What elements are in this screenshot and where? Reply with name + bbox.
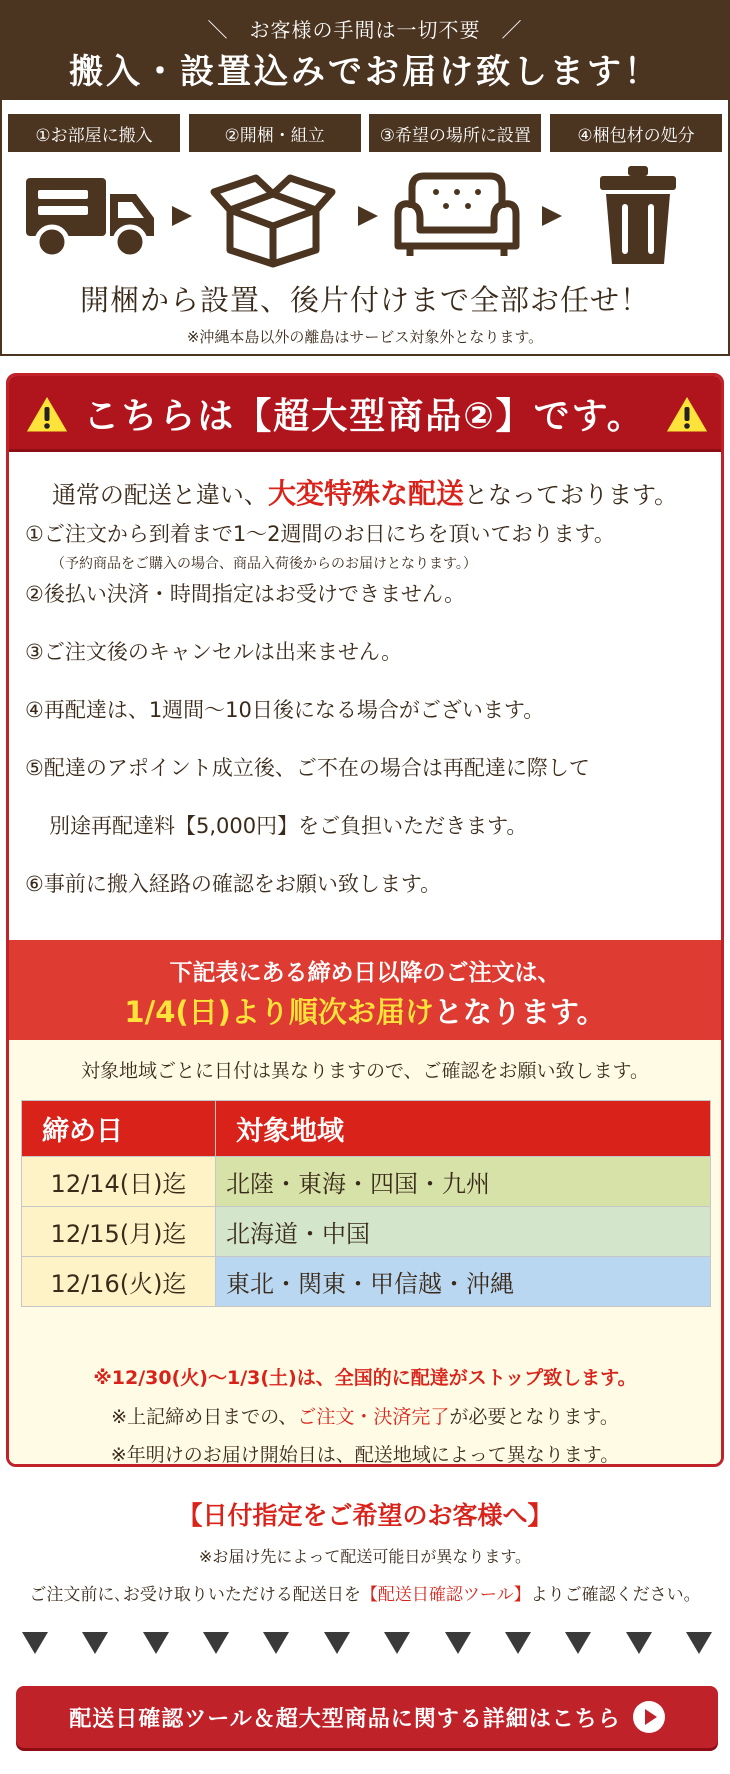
notice-item: ④再配達は、1週間～10日後になる場合がございます。 — [25, 698, 545, 722]
lead-text: 通常の配送と違い、 — [51, 481, 268, 509]
region-cell: 北海道・中国 — [216, 1207, 711, 1257]
deadline-note — [9, 1402, 721, 1429]
notice-item: ③ご注文後のキャンセルは出来ません。 — [25, 640, 403, 664]
new-year-note: ※年明けのお届け開始日は、配送地域によって異なります。 — [110, 1444, 620, 1466]
deadline-note-highlight: ご注文・決済完了 — [297, 1406, 450, 1428]
sofa-icon — [390, 170, 524, 262]
column-header-cutoff: 締め日 — [22, 1101, 216, 1157]
arrow-right-icon — [172, 206, 192, 226]
table-row — [22, 1157, 711, 1207]
table-row — [22, 1257, 711, 1307]
column-header-region: 対象地域 — [216, 1101, 711, 1157]
instructions-text: ご注文前に､お受け取りいただける配送日を — [29, 1585, 361, 1605]
service-main-text: 開梱から設置、後片付けまで全部お任せ！ — [79, 283, 650, 317]
service-title: 搬入・設置込みでお届け致します！ — [69, 52, 661, 92]
cutoff-date: 12/14(日)迄 — [22, 1157, 216, 1207]
notice-title: こちらは【超大型商品②】です。 — [83, 396, 645, 437]
truck-icon — [24, 172, 158, 260]
notice-item-subnote: （予約商品をご購入の場合、商品入荷後からのお届けとなります。） — [51, 556, 477, 572]
triangle-down-icon — [263, 1632, 289, 1654]
cutoff-date: 12/16(火)迄 — [22, 1257, 216, 1307]
notice-header — [9, 376, 721, 452]
triangle-down-icon — [686, 1632, 712, 1654]
cutoff-details — [9, 1040, 721, 1467]
delivery-service-panel — [0, 0, 730, 356]
box-icon — [210, 164, 336, 268]
notice-item: 別途再配達料【5,000円】をご負担いただきます。 — [49, 814, 528, 838]
cutoff-banner-line1: 下記表にある締め日以降のご注文は、 — [169, 960, 561, 986]
step-install: ③希望の場所に設置 — [369, 114, 541, 152]
region-cell: 東北・関東・甲信越・沖縄 — [216, 1257, 711, 1307]
service-header — [2, 2, 728, 100]
date-request-title: 【日付指定をご希望のお客様へ】 — [177, 1501, 553, 1530]
date-request-note: ※お届け先によって配送可能日が異なります。 — [198, 1547, 532, 1566]
triangle-down-icon — [82, 1632, 108, 1654]
triangle-down-icon — [565, 1632, 591, 1654]
cutoff-text: となります。 — [433, 995, 606, 1029]
deadline-note-text: が必要となります。 — [449, 1406, 619, 1428]
lead-text: となっております。 — [463, 481, 679, 509]
deadline-note-text: ※上記締め日までの、 — [111, 1406, 298, 1428]
triangle-down-icon — [445, 1632, 471, 1654]
cutoff-banner-line2 — [9, 990, 721, 1031]
notice-item: ①ご注文から到着まで1～2週間のお日にちを頂いております。 — [25, 522, 615, 546]
step-dispose-packaging: ④梱包材の処分 — [550, 114, 722, 152]
service-note: ※沖縄本島以外の離島はサービス対象外となります。 — [186, 328, 544, 346]
warning-icon — [25, 394, 69, 434]
region-cell: 北陸・東海・四国・九州 — [216, 1157, 711, 1207]
instructions-text: よりご確認ください。 — [530, 1585, 701, 1605]
trash-can-icon — [596, 164, 680, 268]
step-carry-in: ①お部屋に搬入 — [8, 114, 180, 152]
lead-highlight: 大変特殊な配送 — [267, 477, 464, 510]
cta-label: 配送日確認ツール＆超大型商品に関する詳細はこちら — [69, 1706, 621, 1732]
play-arrow-icon — [633, 1701, 665, 1733]
delivery-stop-note: ※12/30(火)～1/3(土)は、全国的に配達がストップ致します。 — [93, 1367, 637, 1389]
triangle-down-icon — [324, 1632, 350, 1654]
table-header-row — [22, 1101, 711, 1157]
notice-item: ⑤配達のアポイント成立後、ご不在の場合は再配達に際して — [25, 756, 590, 780]
cutoff-table — [21, 1100, 711, 1307]
delivery-tool-details-button[interactable] — [16, 1686, 718, 1748]
notice-item: ②後払い決済・時間指定はお受けできません。 — [25, 582, 466, 606]
arrow-right-icon — [542, 206, 562, 226]
triangle-down-icon — [505, 1632, 531, 1654]
date-request-instructions — [0, 1580, 730, 1605]
step-unpack-assemble: ②開梱・組立 — [189, 114, 361, 152]
warning-icon — [665, 394, 709, 434]
arrow-right-icon — [358, 206, 378, 226]
triangle-down-icon — [384, 1632, 410, 1654]
oversize-notice-panel — [6, 373, 724, 1467]
cutoff-date: 12/15(月)迄 — [22, 1207, 216, 1257]
triangle-down-icon — [143, 1632, 169, 1654]
triangle-down-icon — [22, 1632, 48, 1654]
region-note: 対象地域ごとに日付は異なりますので、ご確認をお願い致します。 — [80, 1060, 650, 1082]
service-steps — [8, 114, 722, 154]
triangle-down-icon — [626, 1632, 652, 1654]
service-subtitle: ＼ お客様の手間は一切不要 ／ — [207, 18, 523, 42]
cutoff-highlight: 1/4(日)より順次お届け — [124, 995, 434, 1029]
notice-item: ⑥事前に搬入経路の確認をお願い致します。 — [25, 872, 442, 896]
notice-lead — [9, 472, 721, 512]
triangle-down-icon — [203, 1632, 229, 1654]
cutoff-banner — [9, 940, 721, 1040]
tool-name-highlight: 【配送日確認ツール】 — [360, 1585, 531, 1605]
service-icons — [2, 162, 728, 272]
table-row — [22, 1207, 711, 1257]
down-arrows — [22, 1632, 712, 1654]
